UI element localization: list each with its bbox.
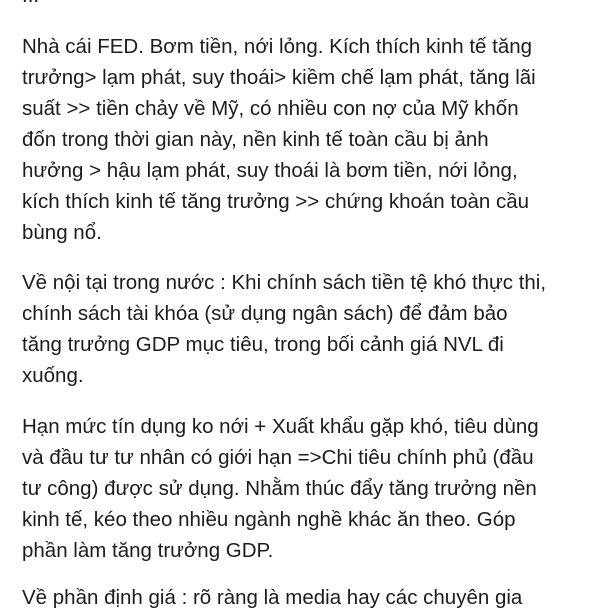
post-line: suất >> tiền chảy về Mỹ, có nhiều con nợ của Mỹ khốn [22,97,519,120]
post-line: kích thích kinh tế tăng trưởng >> chứng khoán toàn cầu [22,190,530,213]
post-line: chính sách tài khóa (sử dụng ngân sách) để đảm bảo [22,302,508,325]
post-line: đốn trong thời gian này, nền kinh tế toàn cầu bị ảnh [22,128,489,151]
post-line-cut-top [22,0,39,10]
post-line: kinh tế, kéo theo nhiều ngành nghề khác ăn theo. Góp [22,508,516,531]
post-line: Hạn mức tín dụng ko nới + Xuất khẩu gặp khó, tiêu dùng [22,415,539,438]
post-line: hưởng > hậu lạm phát, suy thoái là bơm tiền, nới lỏng, [22,159,518,182]
post-line: tư công) được sử dụng. Nhằm thúc đẩy tăng trưởng nền [22,477,537,500]
post-line-cut-bottom: Về phần định giá : rõ ràng là media hay các chuyên gia [22,586,523,609]
post-line: trưởng> lạm phát, suy thoái> kiềm chế lạm phát, tăng lãi [22,66,536,89]
post-line: tăng trưởng GDP mục tiêu, trong bối cảnh giá NVL đi [22,333,504,356]
post-line: và đầu tư tư nhân có giới hạn =>Chi tiêu chính phủ (đầu [22,446,534,469]
post-line: bùng nổ. [22,221,102,244]
post-line: Nhà cái FED. Bơm tiền, nới lỏng. Kích thích kinh tế tăng [22,35,533,58]
post-line: Về nội tại trong nước : Khi chính sách tiền tệ khó thực thi, [22,271,547,294]
post-line: xuống. [22,364,84,387]
post-line: phần làm tăng trưởng GDP. [22,539,274,562]
